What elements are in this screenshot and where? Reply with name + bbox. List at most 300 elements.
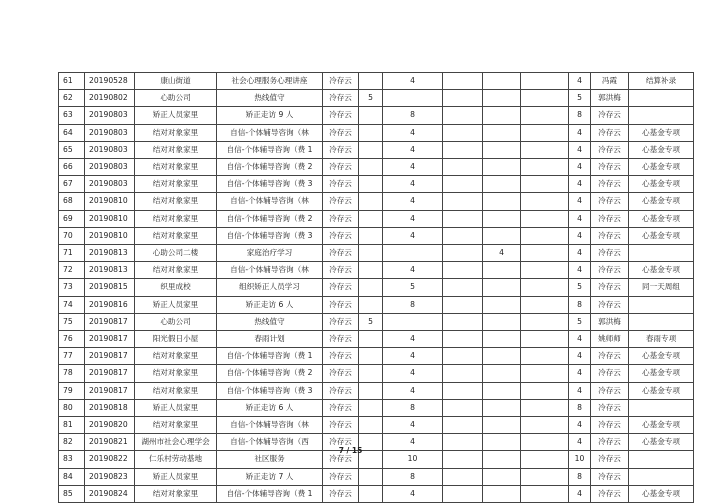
activity-cell: 自信-个体辅导咨询（林: [217, 193, 323, 210]
location-cell: 结对对象家里: [135, 365, 217, 382]
hours-a-cell: [359, 141, 383, 158]
hours-c-cell: [443, 90, 483, 107]
hours-e-cell: [521, 485, 569, 502]
hours-b-cell: [383, 245, 443, 262]
total-hours-cell: 4: [569, 141, 591, 158]
activity-cell: 春雨计划: [217, 331, 323, 348]
total-hours-cell: 4: [569, 365, 591, 382]
row-index-cell: 81: [59, 417, 85, 434]
total-hours-cell: 4: [569, 227, 591, 244]
person-cell: 冷存云: [323, 107, 359, 124]
total-hours-cell: 4: [569, 124, 591, 141]
person-cell: 冷存云: [323, 210, 359, 227]
hours-d-cell: [483, 107, 521, 124]
contact-cell: 冷存云: [591, 227, 629, 244]
activity-cell: 自信-个体辅导咨询（费 1: [217, 348, 323, 365]
remark-cell: 心基金专项: [629, 348, 694, 365]
hours-e-cell: [521, 382, 569, 399]
remark-cell: 心基金专项: [629, 485, 694, 502]
row-index-cell: 64: [59, 124, 85, 141]
total-hours-cell: 4: [569, 159, 591, 176]
person-cell: 冷存云: [323, 245, 359, 262]
total-hours-cell: 4: [569, 193, 591, 210]
hours-c-cell: [443, 159, 483, 176]
contact-cell: 冷存云: [591, 176, 629, 193]
row-index-cell: 62: [59, 90, 85, 107]
location-cell: 矫正人员家里: [135, 468, 217, 485]
person-cell: 冷存云: [323, 176, 359, 193]
hours-b-cell: 4: [383, 331, 443, 348]
location-cell: 结对对象家里: [135, 176, 217, 193]
table-row: [59, 107, 694, 124]
remark-cell: 心基金专项: [629, 382, 694, 399]
row-index-cell: 80: [59, 399, 85, 416]
hours-c-cell: [443, 468, 483, 485]
hours-c-cell: [443, 262, 483, 279]
location-cell: 结对对象家里: [135, 193, 217, 210]
total-hours-cell: 4: [569, 434, 591, 451]
table-row: [59, 141, 694, 158]
total-hours-cell: 4: [569, 73, 591, 90]
contact-cell: 冷存云: [591, 107, 629, 124]
hours-b-cell: 4: [383, 365, 443, 382]
remark-cell: 心基金专项: [629, 124, 694, 141]
location-cell: 矫正人员家里: [135, 399, 217, 416]
hours-b-cell: 4: [383, 73, 443, 90]
person-cell: 冷存云: [323, 434, 359, 451]
table-row: [59, 348, 694, 365]
row-index-cell: 75: [59, 313, 85, 330]
hours-e-cell: [521, 468, 569, 485]
hours-b-cell: 8: [383, 468, 443, 485]
location-cell: 结对对象家里: [135, 210, 217, 227]
hours-d-cell: [483, 417, 521, 434]
date-cell: 20190803: [85, 159, 135, 176]
hours-c-cell: [443, 485, 483, 502]
person-cell: 冷存云: [323, 348, 359, 365]
contact-cell: 冷存云: [591, 141, 629, 158]
hours-e-cell: [521, 296, 569, 313]
hours-c-cell: [443, 210, 483, 227]
hours-d-cell: [483, 124, 521, 141]
contact-cell: 郭洪梅: [591, 90, 629, 107]
person-cell: 冷存云: [323, 90, 359, 107]
remark-cell: 心基金专项: [629, 262, 694, 279]
activity-cell: 自信-个体辅导咨询（西: [217, 434, 323, 451]
hours-e-cell: [521, 107, 569, 124]
hours-e-cell: [521, 210, 569, 227]
contact-cell: 冷存云: [591, 434, 629, 451]
remark-cell: 春雨专项: [629, 331, 694, 348]
hours-e-cell: [521, 348, 569, 365]
date-cell: 20190822: [85, 451, 135, 468]
table-row: [59, 90, 694, 107]
hours-e-cell: [521, 331, 569, 348]
hours-c-cell: [443, 348, 483, 365]
hours-b-cell: 4: [383, 176, 443, 193]
contact-cell: 冷存云: [591, 468, 629, 485]
date-cell: 20190813: [85, 262, 135, 279]
date-cell: 20190803: [85, 176, 135, 193]
hours-c-cell: [443, 382, 483, 399]
table-row: [59, 365, 694, 382]
contact-cell: 冷存云: [591, 262, 629, 279]
hours-c-cell: [443, 331, 483, 348]
total-hours-cell: 8: [569, 107, 591, 124]
row-index-cell: 68: [59, 193, 85, 210]
table-row: [59, 382, 694, 399]
activity-cell: 热线值守: [217, 90, 323, 107]
hours-c-cell: [443, 73, 483, 90]
activity-cell: 自信-个体辅导咨询（费 1: [217, 485, 323, 502]
activity-cell: 自信-个体辅导咨询（林: [217, 417, 323, 434]
hours-e-cell: [521, 193, 569, 210]
person-cell: 冷存云: [323, 141, 359, 158]
remark-cell: 结算补录: [629, 73, 694, 90]
hours-a-cell: [359, 365, 383, 382]
contact-cell: 冷存云: [591, 159, 629, 176]
remark-cell: [629, 468, 694, 485]
location-cell: 织里成校: [135, 279, 217, 296]
date-cell: 20190815: [85, 279, 135, 296]
date-cell: 20190818: [85, 399, 135, 416]
hours-e-cell: [521, 90, 569, 107]
hours-e-cell: [521, 124, 569, 141]
hours-b-cell: 5: [383, 279, 443, 296]
total-hours-cell: 4: [569, 331, 591, 348]
contact-cell: 冷存云: [591, 210, 629, 227]
activity-cell: 自信-个体辅导咨询（费 3: [217, 176, 323, 193]
contact-cell: 冯霞: [591, 73, 629, 90]
person-cell: 冷存云: [323, 193, 359, 210]
location-cell: 康山街道: [135, 73, 217, 90]
location-cell: 仁乐村劳动基地: [135, 451, 217, 468]
person-cell: 冷存云: [323, 451, 359, 468]
date-cell: 20190821: [85, 434, 135, 451]
row-index-cell: 66: [59, 159, 85, 176]
hours-a-cell: [359, 468, 383, 485]
total-hours-cell: 4: [569, 485, 591, 502]
hours-e-cell: [521, 313, 569, 330]
total-hours-cell: 4: [569, 210, 591, 227]
hours-b-cell: 4: [383, 159, 443, 176]
remark-cell: 心基金专项: [629, 210, 694, 227]
hours-c-cell: [443, 227, 483, 244]
location-cell: 结对对象家里: [135, 417, 217, 434]
contact-cell: 冷存云: [591, 451, 629, 468]
date-cell: 20190820: [85, 417, 135, 434]
hours-a-cell: 5: [359, 313, 383, 330]
hours-b-cell: 4: [383, 382, 443, 399]
location-cell: 结对对象家里: [135, 159, 217, 176]
hours-b-cell: 4: [383, 193, 443, 210]
hours-b-cell: 4: [383, 227, 443, 244]
hours-e-cell: [521, 245, 569, 262]
hours-e-cell: [521, 159, 569, 176]
hours-b-cell: 8: [383, 399, 443, 416]
person-cell: 冷存云: [323, 417, 359, 434]
row-index-cell: 76: [59, 331, 85, 348]
table-row: [59, 313, 694, 330]
date-cell: 20190824: [85, 485, 135, 502]
activity-cell: 自信-个体辅导咨询（费 2: [217, 159, 323, 176]
activity-cell: 矫正走访 9 人: [217, 107, 323, 124]
table-row: [59, 279, 694, 296]
row-index-cell: 65: [59, 141, 85, 158]
contact-cell: 冷存云: [591, 348, 629, 365]
location-cell: 结对对象家里: [135, 382, 217, 399]
hours-a-cell: [359, 296, 383, 313]
hours-e-cell: [521, 365, 569, 382]
contact-cell: 郭洪梅: [591, 313, 629, 330]
activity-cell: 热线值守: [217, 313, 323, 330]
location-cell: 湖州市社会心理学会: [135, 434, 217, 451]
person-cell: 冷存云: [323, 279, 359, 296]
hours-a-cell: [359, 348, 383, 365]
row-index-cell: 73: [59, 279, 85, 296]
table-row: [59, 210, 694, 227]
remark-cell: 同一天周组: [629, 279, 694, 296]
date-cell: 20190817: [85, 382, 135, 399]
hours-b-cell: 4: [383, 417, 443, 434]
hours-d-cell: [483, 159, 521, 176]
contact-cell: 冷存云: [591, 279, 629, 296]
row-index-cell: 74: [59, 296, 85, 313]
date-cell: 20190802: [85, 90, 135, 107]
row-index-cell: 69: [59, 210, 85, 227]
hours-d-cell: [483, 331, 521, 348]
hours-e-cell: [521, 417, 569, 434]
row-index-cell: 72: [59, 262, 85, 279]
total-hours-cell: 5: [569, 90, 591, 107]
hours-b-cell: 8: [383, 296, 443, 313]
contact-cell: 冷存云: [591, 485, 629, 502]
activity-cell: 自信-个体辅导咨询（费 3: [217, 382, 323, 399]
hours-a-cell: [359, 210, 383, 227]
hours-c-cell: [443, 313, 483, 330]
hours-e-cell: [521, 279, 569, 296]
person-cell: 冷存云: [323, 399, 359, 416]
contact-cell: 冷存云: [591, 399, 629, 416]
remark-cell: 心基金专项: [629, 159, 694, 176]
contact-cell: 冷存云: [591, 382, 629, 399]
person-cell: 冷存云: [323, 296, 359, 313]
hours-b-cell: 4: [383, 124, 443, 141]
hours-d-cell: [483, 365, 521, 382]
hours-c-cell: [443, 417, 483, 434]
hours-a-cell: [359, 245, 383, 262]
hours-d-cell: [483, 176, 521, 193]
person-cell: 冷存云: [323, 331, 359, 348]
location-cell: 结对对象家里: [135, 348, 217, 365]
hours-d-cell: 4: [483, 245, 521, 262]
activity-cell: 社会心理服务心理讲座: [217, 73, 323, 90]
remark-cell: [629, 107, 694, 124]
hours-e-cell: [521, 73, 569, 90]
row-index-cell: 61: [59, 73, 85, 90]
hours-b-cell: 4: [383, 210, 443, 227]
hours-e-cell: [521, 227, 569, 244]
date-cell: 20190810: [85, 193, 135, 210]
hours-a-cell: [359, 227, 383, 244]
hours-b-cell: 8: [383, 107, 443, 124]
hours-b-cell: 4: [383, 485, 443, 502]
date-cell: 20190803: [85, 107, 135, 124]
row-index-cell: 67: [59, 176, 85, 193]
row-index-cell: 70: [59, 227, 85, 244]
location-cell: 结对对象家里: [135, 262, 217, 279]
hours-a-cell: [359, 279, 383, 296]
table-body: [59, 73, 694, 503]
row-index-cell: 82: [59, 434, 85, 451]
activity-cell: 自信-个体辅导咨询（费 2: [217, 210, 323, 227]
activity-cell: 自信-个体辅导咨询（林: [217, 124, 323, 141]
remark-cell: 心基金专项: [629, 434, 694, 451]
total-hours-cell: 5: [569, 313, 591, 330]
activity-log-table: [58, 72, 694, 503]
hours-a-cell: [359, 176, 383, 193]
remark-cell: 心基金专项: [629, 417, 694, 434]
hours-d-cell: [483, 90, 521, 107]
location-cell: 阳光假日小屋: [135, 331, 217, 348]
hours-a-cell: [359, 417, 383, 434]
remark-cell: [629, 90, 694, 107]
hours-c-cell: [443, 124, 483, 141]
total-hours-cell: 4: [569, 262, 591, 279]
hours-c-cell: [443, 141, 483, 158]
table-row: [59, 193, 694, 210]
table-row: [59, 417, 694, 434]
remark-cell: 心基金专项: [629, 176, 694, 193]
table-row: [59, 468, 694, 485]
activity-cell: 社区服务: [217, 451, 323, 468]
row-index-cell: 83: [59, 451, 85, 468]
hours-b-cell: 4: [383, 434, 443, 451]
table-row: [59, 227, 694, 244]
date-cell: 20190817: [85, 313, 135, 330]
hours-d-cell: [483, 279, 521, 296]
contact-cell: 冷存云: [591, 245, 629, 262]
activity-cell: 自信-个体辅导咨询（费 3: [217, 227, 323, 244]
location-cell: 结对对象家里: [135, 124, 217, 141]
activity-cell: 矫正走访 6 人: [217, 296, 323, 313]
hours-c-cell: [443, 107, 483, 124]
person-cell: 冷存云: [323, 313, 359, 330]
table-row: [59, 485, 694, 502]
total-hours-cell: 4: [569, 176, 591, 193]
location-cell: 心助公司: [135, 90, 217, 107]
remark-cell: [629, 313, 694, 330]
date-cell: 20190810: [85, 227, 135, 244]
hours-c-cell: [443, 399, 483, 416]
contact-cell: 冷存云: [591, 124, 629, 141]
table-row: [59, 262, 694, 279]
location-cell: 矫正人员家里: [135, 296, 217, 313]
remark-cell: 心基金专项: [629, 193, 694, 210]
activity-cell: 自信-个体辅导咨询（林: [217, 262, 323, 279]
table-row: [59, 176, 694, 193]
location-cell: 心助公司二楼: [135, 245, 217, 262]
activity-cell: 自信-个体辅导咨询（费 2: [217, 365, 323, 382]
hours-a-cell: [359, 382, 383, 399]
hours-d-cell: [483, 348, 521, 365]
table-row: [59, 124, 694, 141]
person-cell: 冷存云: [323, 485, 359, 502]
hours-d-cell: [483, 193, 521, 210]
hours-a-cell: 5: [359, 90, 383, 107]
row-index-cell: 85: [59, 485, 85, 502]
hours-e-cell: [521, 399, 569, 416]
location-cell: 结对对象家里: [135, 227, 217, 244]
hours-a-cell: [359, 193, 383, 210]
person-cell: 冷存云: [323, 124, 359, 141]
row-index-cell: 71: [59, 245, 85, 262]
location-cell: 结对对象家里: [135, 141, 217, 158]
hours-d-cell: [483, 262, 521, 279]
row-index-cell: 78: [59, 365, 85, 382]
person-cell: 冷存云: [323, 262, 359, 279]
contact-cell: 冷存云: [591, 365, 629, 382]
table-row: [59, 399, 694, 416]
date-cell: 20190810: [85, 210, 135, 227]
total-hours-cell: 10: [569, 451, 591, 468]
total-hours-cell: 5: [569, 279, 591, 296]
person-cell: 冷存云: [323, 468, 359, 485]
remark-cell: [629, 296, 694, 313]
total-hours-cell: 8: [569, 468, 591, 485]
location-cell: 心助公司: [135, 313, 217, 330]
activity-cell: 自信-个体辅导咨询（费 1: [217, 141, 323, 158]
hours-a-cell: [359, 262, 383, 279]
table-row: [59, 159, 694, 176]
hours-d-cell: [483, 210, 521, 227]
hours-a-cell: [359, 73, 383, 90]
table-row: [59, 245, 694, 262]
hours-a-cell: [359, 399, 383, 416]
hours-c-cell: [443, 279, 483, 296]
location-cell: 矫正人员家里: [135, 107, 217, 124]
date-cell: 20190817: [85, 365, 135, 382]
hours-d-cell: [483, 296, 521, 313]
activity-cell: 矫正走访 7 人: [217, 468, 323, 485]
date-cell: 20190816: [85, 296, 135, 313]
row-index-cell: 79: [59, 382, 85, 399]
hours-a-cell: [359, 159, 383, 176]
hours-e-cell: [521, 262, 569, 279]
person-cell: 冷存云: [323, 365, 359, 382]
hours-b-cell: 4: [383, 141, 443, 158]
total-hours-cell: 4: [569, 245, 591, 262]
hours-d-cell: [483, 73, 521, 90]
total-hours-cell: 4: [569, 382, 591, 399]
hours-a-cell: [359, 124, 383, 141]
date-cell: 20190528: [85, 73, 135, 90]
date-cell: 20190803: [85, 124, 135, 141]
hours-d-cell: [483, 468, 521, 485]
date-cell: 20190823: [85, 468, 135, 485]
total-hours-cell: 4: [569, 348, 591, 365]
location-cell: 结对对象家里: [135, 485, 217, 502]
hours-b-cell: 4: [383, 348, 443, 365]
contact-cell: 冷存云: [591, 417, 629, 434]
hours-b-cell: 4: [383, 262, 443, 279]
hours-c-cell: [443, 296, 483, 313]
person-cell: 冷存云: [323, 382, 359, 399]
person-cell: 冷存云: [323, 73, 359, 90]
hours-a-cell: [359, 485, 383, 502]
page-number: 7 / 15: [338, 446, 363, 455]
total-hours-cell: 8: [569, 296, 591, 313]
